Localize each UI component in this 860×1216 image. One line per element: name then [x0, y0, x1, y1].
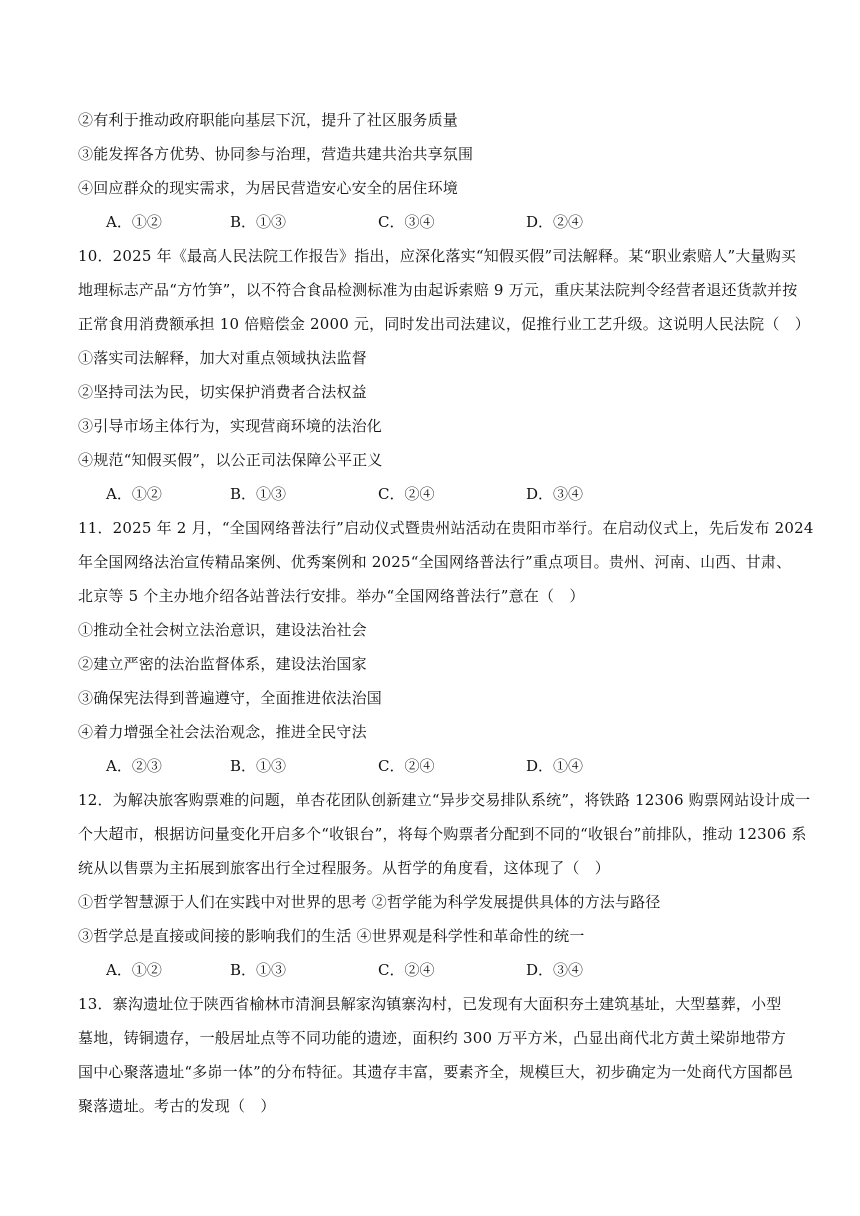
q12-stem-line: 个大超市，根据访问量变化开启多个“收银台”，将每个购票者分配到不同的“收银台”前排队，推动 12306 系	[78, 825, 807, 843]
q11-item-4: ④着力增强全社会法治观念，推进全民守法	[78, 723, 367, 741]
q13-stem-line: 墓地，铸铜遗存，一般居址点等不同功能的遗迹，面积约 300 万平方米，凸显出商代北方黄土梁峁地带方	[78, 1029, 786, 1047]
q10-stem-line: 地理标志产品“方竹笋”，以不符合食品检测标准为由起诉索赔 9 万元，重庆某法院判令经营者退还货款并按	[78, 281, 798, 299]
q13-stem-line: 国中心聚落遗址“多峁一体”的分布特征。其遗存丰富，要素齐全，规模巨大，初步确定为一处商代方国都邑	[78, 1063, 793, 1081]
q11-item-2: ②建立严密的法治监督体系，建设法治国家	[78, 655, 367, 673]
q11-option-a: A．②③	[106, 757, 162, 775]
q10-item-2: ②坚持司法为民，切实保护消费者合法权益	[78, 383, 367, 401]
q11-option-c: C．②④	[378, 757, 435, 775]
q10-item-4: ④规范“知假买假”，以公正司法保障公平正义	[78, 451, 383, 469]
q11-option-d: D．①④	[526, 757, 584, 775]
q9-item-2: ②有利于推动政府职能向基层下沉，提升了社区服务质量	[78, 111, 459, 129]
q10-stem-line: 10．2025 年《最高人民法院工作报告》指出，应深化落实“知假买假”司法解释。某“职业索赔人”大量购买	[78, 247, 797, 265]
q10-item-3: ③引导市场主体行为，实现营商环境的法治化	[78, 417, 383, 435]
q11-item-3: ③确保宪法得到普遍遵守，全面推进依法治国	[78, 689, 383, 707]
q12-items-line-1: ①哲学智慧源于人们在实践中对世界的思考 ②哲学能为科学发展提供具体的方法与路径	[78, 893, 661, 911]
q9-option-a: A．①②	[106, 213, 162, 231]
q9-option-d: D．②④	[526, 213, 584, 231]
q12-option-b: B．①③	[230, 961, 287, 979]
q10-option-b: B．①③	[230, 485, 287, 503]
q13-stem-line: 聚落遗址。考古的发现（ ）	[78, 1097, 276, 1115]
q11-option-b: B．①③	[230, 757, 287, 775]
q9-option-c: C．③④	[378, 213, 435, 231]
q11-item-1: ①推动全社会树立法治意识，建设法治社会	[78, 621, 367, 639]
q12-option-c: C．②④	[378, 961, 435, 979]
q10-stem-line: 正常食用消费额承担 10 倍赔偿金 2000 元，同时发出司法建议，促推行业工艺升级。这说明人民法院（ ）	[78, 315, 810, 333]
q11-stem-line: 11．2025 年 2 月，“全国网络普法行”启动仪式暨贵州站活动在贵阳市举行。在启动仪式上，先后发布 2024	[78, 519, 814, 537]
q13-stem-line: 13．寨沟遗址位于陕西省榆林市清涧县解家沟镇寨沟村，已发现有大面积夯土建筑基址，大型墓葬，小型	[78, 995, 782, 1013]
q12-items-line-2: ③哲学总是直接或间接的影响我们的生活 ④世界观是科学性和革命性的统一	[78, 927, 585, 945]
q11-stem-line: 年全国网络法治宣传精品案例、优秀案例和 2025“全国网络普法行”重点项目。贵州、河南、山西、甘肃、	[78, 553, 792, 571]
q10-item-1: ①落实司法解释，加大对重点领域执法监督	[78, 349, 367, 367]
q12-stem-line: 12．为解决旅客购票难的问题，单杏花团队创新建立“异步交易排队系统”，将铁路 12306 购票网站设计成一	[78, 791, 811, 809]
q11-stem-line: 北京等 5 个主办地介绍各站普法行安排。举办“全国网络普法行”意在（ ）	[78, 587, 585, 605]
q9-item-4: ④回应群众的现实需求，为居民营造安心安全的居住环境	[78, 179, 459, 197]
q9-option-b: B．①③	[230, 213, 287, 231]
q9-item-3: ③能发挥各方优势、协同参与治理，营造共建共治共享氛围	[78, 145, 474, 163]
q10-option-c: C．②④	[378, 485, 435, 503]
q10-option-d: D．③④	[526, 485, 584, 503]
q12-stem-line: 统从以售票为主拓展到旅客出行全过程服务。从哲学的角度看，这体现了（ ）	[78, 859, 611, 877]
q10-option-a: A．①②	[106, 485, 162, 503]
q12-option-d: D．③④	[526, 961, 584, 979]
q12-option-a: A．①②	[106, 961, 162, 979]
